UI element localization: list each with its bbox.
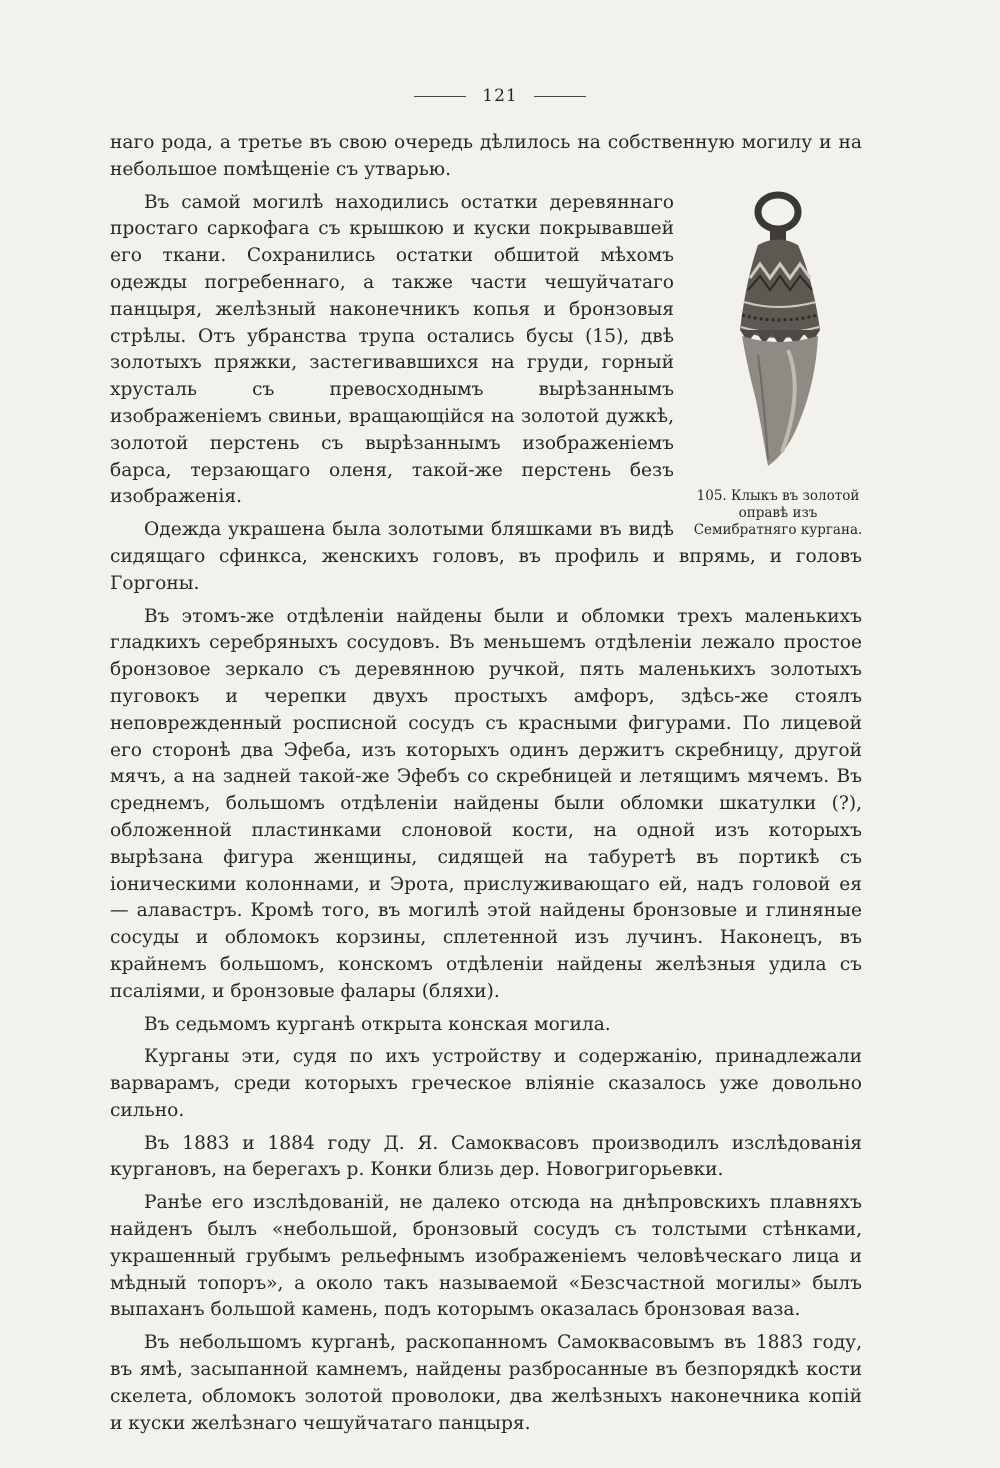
paragraph-6: Курганы эти, судя по ихъ устройству и содержанію, принадлежали варварамъ, среди которыхъ греческое вліяніе сказалось уже довольно сильно.	[110, 1046, 862, 1121]
header-rule-right	[534, 96, 586, 97]
paragraph-3: Одежда украшена была золотыми бляшками въ видѣ сидящаго сфинкса, женскихъ головъ, въ профиль и впрямь, и головъ Горгоны.	[110, 519, 862, 594]
paragraph-7: Въ 1883 и 1884 году Д. Я. Самоквасовъ производилъ изслѣдованія кургановъ, на берегахъ р. Конки близь дер. Новогригорьевки.	[110, 1132, 862, 1181]
page-header	[0, 86, 1000, 106]
figure-105	[688, 190, 868, 539]
paragraph-1: наго рода, а третье въ свою очередь дѣлилось на собственную могилу и на небольшое помѣщеніе съ утварью.	[110, 132, 862, 180]
paragraph-8: Ранѣе его изслѣдованій, не далеко отсюда на днѣпровскихъ плавняхъ найденъ былъ «небольшой, бронзовый сосудъ съ толстыми стѣнками, украшенный грубымъ рельефнымъ изображеніемъ человѣческаго лица и мѣдный топоръ», а около такъ называемой «Безсчастной могилы» былъ выпаханъ большой камень, подъ которымъ оказалась бронзовая ваза.	[110, 1192, 862, 1321]
paragraph-9: Въ небольшомъ курганѣ, раскопанномъ Самоквасовымъ въ 1883 году, въ ямѣ, засыпанной камнемъ, найдены разбросанные въ безпорядкѣ кости скелета, обломокъ золотой проволоки, два желѣзныхъ наконечника копій и куски желѣзнаго чешуйчатаго панцыря.	[110, 1332, 862, 1434]
page-number: 121	[482, 86, 518, 106]
header-rule-left	[414, 96, 466, 97]
body-text	[110, 130, 862, 1443]
tusk-pendant-illustration	[718, 190, 838, 480]
paragraph-5: Въ седьмомъ курганѣ открыта конская могила.	[144, 1013, 611, 1035]
figure-caption: 105. Клыкъ въ золотой оправѣ изъ Семибратняго кургана.	[693, 487, 863, 538]
paragraph-4: Въ этомъ-же отдѣленіи найдены были и обломки трехъ маленькихъ гладкихъ серебряныхъ сосудовъ. Въ меньшемъ отдѣленіи лежало простое бронзовое зеркало съ деревянною ручкой, пять маленькихъ золотыхъ пуговокъ и черепки двухъ простыхъ амфоръ, здѣсь-же стоялъ неповрежденный росписной сосудъ съ красными фигурами. По лицевой его сторонѣ два Эфеба, изъ которыхъ одинъ держитъ скребницу, другой мячъ, а на задней такой-же Эфебъ со скребницей и летящимъ мячемъ. Въ среднемъ, большомъ отдѣленіи найдены были обломки шкатулки (?), обложенной пластинками слоновой кости, на одной изъ которыхъ вырѣзана фигура женщины, сидящей на табуретѣ въ портикѣ съ іоническими колоннами, и Эрота, прислуживающаго ей, надъ головой ея — алавастръ. Кромѣ того, въ могилѣ этой найдены бронзовые и глиняные сосуды и обломокъ корзины, сплетенной изъ лучинъ. Наконецъ, въ крайнемъ большомъ, конскомъ отдѣленіи найдены желѣзныя удила съ псаліями, и бронзовые фалары (бляхи).	[110, 605, 862, 1002]
paragraph-2: Въ самой могилѣ находились остатки деревяннаго простаго саркофага съ крышкою и куски покрывавшей его ткани. Сохранились остатки обшитой мѣхомъ одежды погребеннаго, а также части чешуйчатаго панцыря, желѣзный наконечникъ копья и бронзовыя стрѣлы. Отъ убранства трупа остались бусы (15), двѣ золотыхъ пряжки, застегивавшихся на груди, горный хрусталь съ превосходнымъ вырѣзаннымъ изображеніемъ свиньи, вращающійся на золотой дужкѣ, золотой перстень съ вырѣзаннымъ изображеніемъ барса, терзающаго оленя, такой-же перстень безъ изображенія.	[110, 191, 674, 508]
